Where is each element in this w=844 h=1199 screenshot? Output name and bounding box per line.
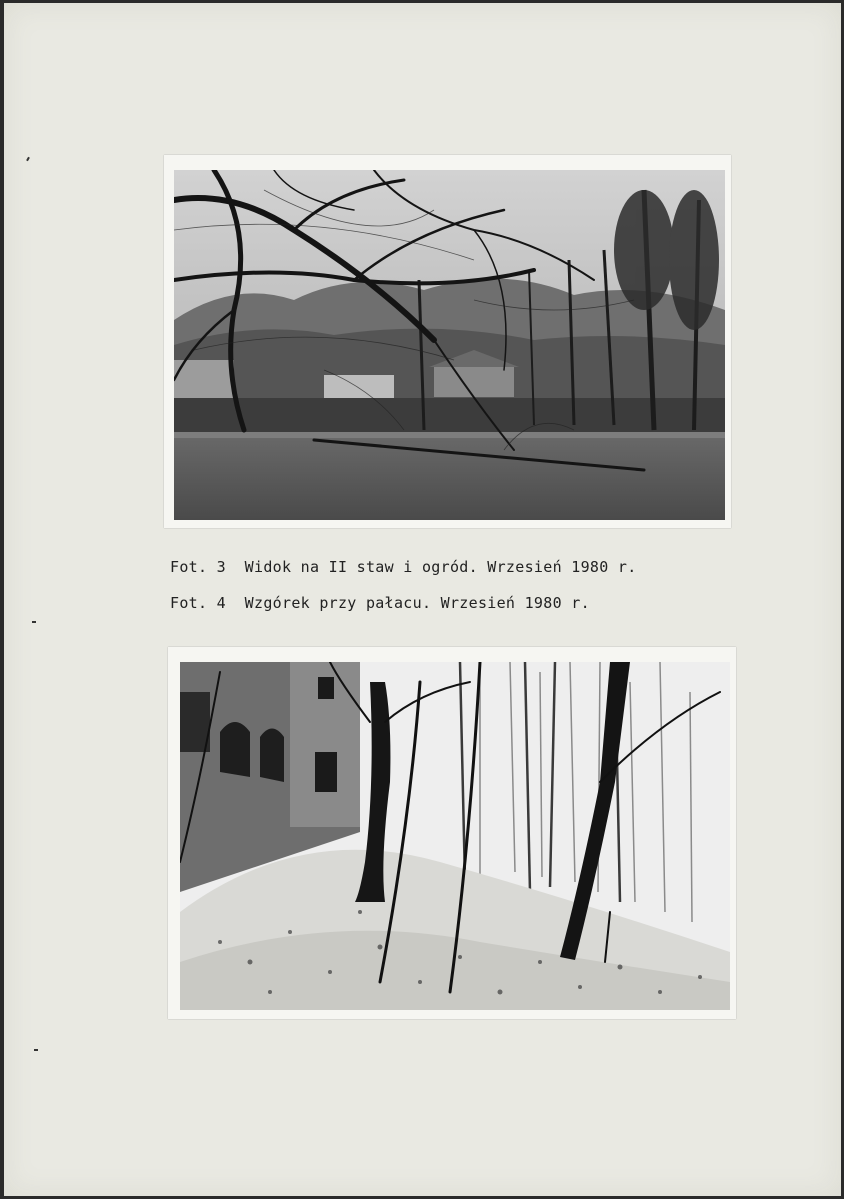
caption-label: Fot. 4	[170, 594, 226, 612]
photo-hill-palace	[168, 647, 736, 1019]
caption-text: Widok na II staw i ogród. Wrzesień 1980 r.	[244, 558, 637, 576]
caption-fot-4	[170, 594, 590, 612]
caption-text: Wzgórek przy pałacu. Wrzesień 1980 r.	[244, 594, 590, 612]
margin-mark	[26, 157, 30, 161]
margin-mark	[32, 621, 36, 623]
caption-label: Fot. 3	[170, 558, 226, 576]
photo-hill-palace-image	[180, 662, 730, 1010]
caption-fot-3	[170, 558, 637, 576]
photo-pond-garden	[164, 155, 731, 528]
photo-pond-garden-image	[174, 170, 725, 520]
document-sheet	[4, 3, 841, 1196]
margin-mark	[34, 1049, 38, 1051]
